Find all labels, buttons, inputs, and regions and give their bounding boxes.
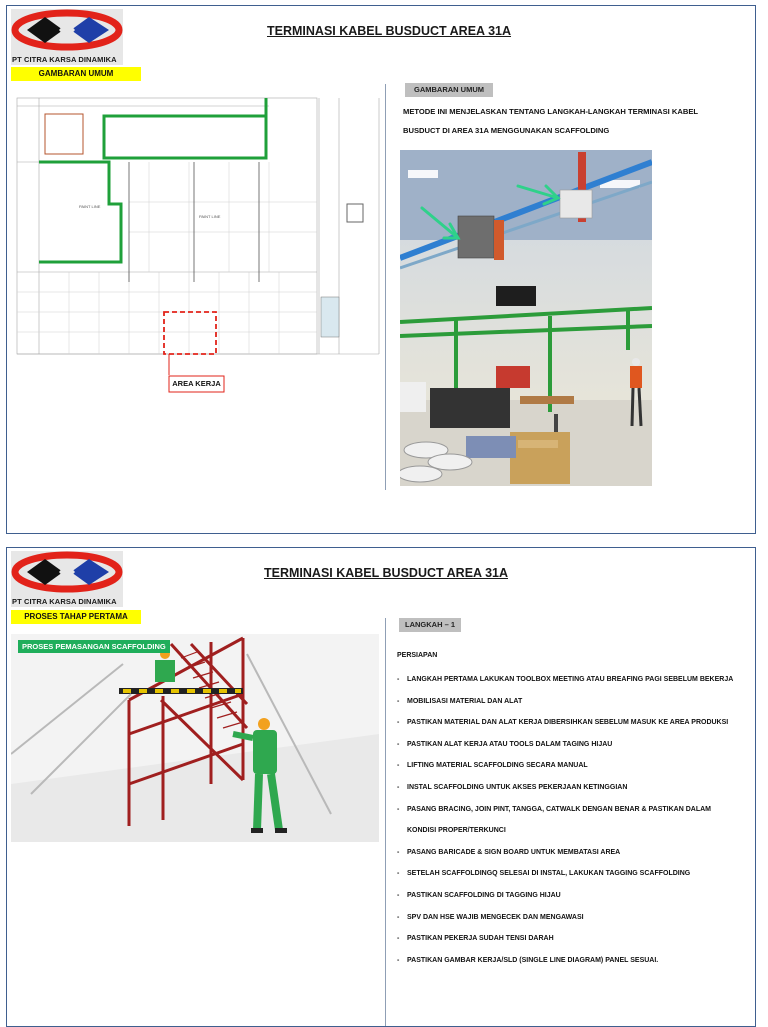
slide-title: TERMINASI KABEL BUSDUCT AREA 31A — [267, 24, 512, 38]
step-item: - PASTIKAN MATERIAL DAN ALAT KERJA DIBERSIHKAN SEBELUM MASUK KE AREA PRODUKSI — [397, 712, 752, 734]
scaffolding-svg — [11, 634, 379, 842]
logo-emblem-icon — [11, 9, 123, 55]
slide-overview — [6, 5, 756, 534]
logo-emblem-icon — [11, 551, 123, 597]
company-logo — [11, 9, 123, 65]
company-name: PT CITRA KARSA DINAMIKA — [12, 597, 117, 606]
column-divider — [385, 84, 386, 490]
section-tag: PROSES TAHAP PERTAMA — [11, 610, 141, 624]
site-photo-svg — [400, 150, 652, 486]
floor-plan-drawing — [9, 92, 383, 394]
description-line-2: BUSDUCT DI AREA 31A MENGGUNAKAN SCAFFOLDING — [403, 126, 610, 135]
step-tag: LANGKAH – 1 — [399, 618, 461, 632]
step-item-continuation: KONDISI PROPER/TERKUNCI — [407, 827, 506, 835]
work-area-label: AREA KERJA — [172, 379, 221, 388]
step-list — [397, 669, 752, 971]
site-photo — [400, 150, 652, 486]
step-item: - LIFTING MATERIAL SCAFFOLDING SECARA MANUAL — [397, 755, 752, 777]
company-name: PT CITRA KARSA DINAMIKA — [12, 55, 117, 64]
slide-title: TERMINASI KABEL BUSDUCT AREA 31A — [264, 566, 509, 580]
step-item: - PASANG BRACING, JOIN PINT, TANGGA, CATWALK DENGAN BENAR & PASTIKAN DALAM — [397, 799, 752, 821]
step-item: - SPV DAN HSE WAJIB MENGECEK DAN MENGAWASI — [397, 907, 752, 929]
section-tag: GAMBARAN UMUM — [11, 67, 141, 81]
step-item: - PASTIKAN SCAFFOLDING DI TAGGING HIJAU — [397, 885, 752, 907]
column-divider — [385, 618, 386, 1026]
overview-tag: GAMBARAN UMUM — [405, 83, 493, 97]
description-line-1: METODE INI MENJELASKAN TENTANG LANGKAH-LANGKAH TERMINASI KABEL — [403, 107, 699, 116]
steps-heading: PERSIAPAN — [397, 652, 438, 659]
svg-text:PAINT LINE: PAINT LINE — [79, 204, 101, 209]
step-item: - SETELAH SCAFFOLDINGQ SELESAI DI INSTAL, LAKUKAN TAGGING SCAFFOLDING — [397, 863, 752, 885]
step-item: - INSTAL SCAFFOLDING UNTUK AKSES PEKERJAAN KETINGGIAN — [397, 777, 752, 799]
step-item: - PASTIKAN PEKERJA SUDAH TENSI DARAH — [397, 928, 752, 950]
svg-text:PAINT LINE: PAINT LINE — [199, 214, 221, 219]
scaffolding-illustration — [11, 634, 379, 842]
method-description — [403, 102, 748, 140]
step-item: - MOBILISASI MATERIAL DAN ALAT — [397, 691, 752, 713]
step-item: - PASTIKAN ALAT KERJA ATAU TOOLS DALAM TAGING HIJAU — [397, 734, 752, 756]
floor-plan-svg — [9, 92, 383, 394]
company-logo — [11, 551, 123, 607]
step-item: - PASANG BARICADE & SIGN BOARD UNTUK MEMBATASI AREA — [397, 842, 752, 864]
step-item: - PASTIKAN GAMBAR KERJA/SLD (SINGLE LINE DIAGRAM) PANEL SESUAI. — [397, 950, 752, 972]
step-item: - LANGKAH PERTAMA LAKUKAN TOOLBOX MEETING ATAU BREAFING PAGI SEBELUM BEKERJA — [397, 669, 752, 691]
slide-first-stage — [6, 547, 756, 1027]
scaffolding-image-label: PROSES PEMASANGAN SCAFFOLDING — [18, 640, 170, 653]
